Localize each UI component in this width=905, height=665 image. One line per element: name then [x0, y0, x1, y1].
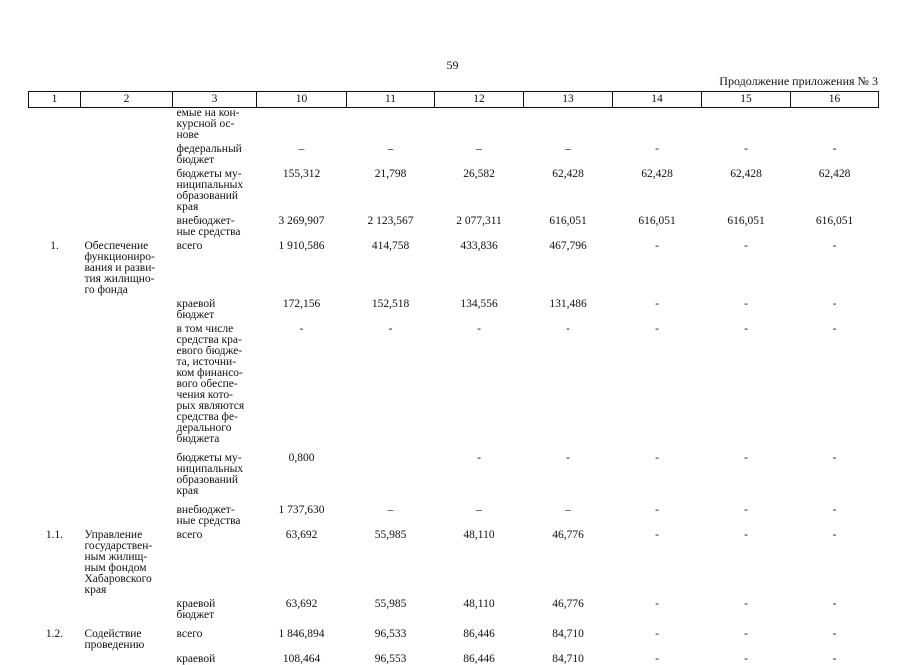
value-cell: 63,692: [257, 527, 347, 596]
header-cell-col14: 14: [613, 92, 702, 108]
value-cell: -: [702, 296, 791, 321]
value-cell: 86,446: [435, 651, 524, 665]
value-cell: -: [702, 497, 791, 527]
value-cell: [613, 108, 702, 142]
row-number-cell: [29, 296, 81, 321]
value-cell: 616,051: [702, 213, 791, 238]
value-cell: 134,556: [435, 296, 524, 321]
value-cell: 414,758: [347, 238, 435, 296]
value-cell: -: [791, 445, 879, 497]
row-number-cell: 1.1.: [29, 527, 81, 596]
header-cell-col10: 10: [257, 92, 347, 108]
value-cell: -: [702, 321, 791, 445]
table-row: [29, 213, 879, 238]
value-cell: -: [257, 321, 347, 445]
value-cell: 3 269,907: [257, 213, 347, 238]
value-cell: 84,710: [524, 621, 613, 651]
row-number-cell: 1.2.: [29, 621, 81, 651]
header-row: [29, 92, 879, 108]
value-cell: [347, 445, 435, 497]
row-number-cell: [29, 108, 81, 142]
funding-source-cell: бюджеты му- ниципальных образований края: [173, 166, 257, 213]
value-cell: -: [524, 321, 613, 445]
value-cell: 55,985: [347, 527, 435, 596]
value-cell: –: [435, 141, 524, 166]
value-cell: 467,796: [524, 238, 613, 296]
value-cell: 55,985: [347, 596, 435, 621]
value-cell: –: [524, 497, 613, 527]
value-cell: -: [702, 527, 791, 596]
funding-source-cell: краевой бюджет: [173, 296, 257, 321]
header-cell-col2: 2: [81, 92, 173, 108]
value-cell: 96,553: [347, 651, 435, 665]
row-number-cell: [29, 213, 81, 238]
value-cell: -: [791, 596, 879, 621]
funding-source-cell: в том числе средства кра- евого бюдже- та, источни- ком финансо- вого обеспе- чения кото- рых являются средства фе- дерального бюджета: [173, 321, 257, 445]
value-cell: [791, 108, 879, 142]
row-number-cell: [29, 651, 81, 665]
value-cell: 2 123,567: [347, 213, 435, 238]
table-row: [29, 321, 879, 445]
table-row: [29, 238, 879, 296]
value-cell: -: [613, 621, 702, 651]
value-cell: 152,518: [347, 296, 435, 321]
value-cell: –: [524, 141, 613, 166]
row-name-cell: [81, 166, 173, 213]
row-name-cell: [81, 296, 173, 321]
row-name-cell: Управление государствен- ным жилищ- ным фондом Хабаровского края: [81, 527, 173, 596]
value-cell: -: [524, 445, 613, 497]
row-number-cell: 1.: [29, 238, 81, 296]
table-row: [29, 596, 879, 621]
value-cell: 172,156: [257, 296, 347, 321]
value-cell: –: [347, 141, 435, 166]
value-cell: 84,710: [524, 651, 613, 665]
value-cell: -: [791, 296, 879, 321]
value-cell: 1 737,630: [257, 497, 347, 527]
header-cell-col15: 15: [702, 92, 791, 108]
value-cell: 131,486: [524, 296, 613, 321]
table-row: [29, 497, 879, 527]
value-cell: 433,836: [435, 238, 524, 296]
value-cell: -: [613, 445, 702, 497]
row-name-cell: Обеспечение функциониро- вания и разви- тия жилищно- го фонда: [81, 238, 173, 296]
value-cell: 2 077,311: [435, 213, 524, 238]
value-cell: 86,446: [435, 621, 524, 651]
row-name-cell: [81, 596, 173, 621]
value-cell: -: [791, 497, 879, 527]
value-cell: 616,051: [791, 213, 879, 238]
table-row: [29, 621, 879, 651]
funding-source-cell: всего: [173, 527, 257, 596]
row-number-cell: [29, 166, 81, 213]
value-cell: -: [613, 141, 702, 166]
value-cell: -: [347, 321, 435, 445]
table-row: [29, 651, 879, 665]
row-name-cell: [81, 108, 173, 142]
row-number-cell: [29, 321, 81, 445]
value-cell: -: [791, 141, 879, 166]
value-cell: –: [257, 141, 347, 166]
value-cell: -: [435, 445, 524, 497]
value-cell: 616,051: [613, 213, 702, 238]
value-cell: 46,776: [524, 527, 613, 596]
table-row: [29, 141, 879, 166]
table-row: [29, 108, 879, 142]
value-cell: 48,110: [435, 596, 524, 621]
value-cell: [702, 108, 791, 142]
funding-source-cell: всего: [173, 621, 257, 651]
row-name-cell: [81, 445, 173, 497]
value-cell: -: [702, 651, 791, 665]
value-cell: -: [613, 238, 702, 296]
row-name-cell: Содействие проведению: [81, 621, 173, 651]
funding-source-cell: краевой: [173, 651, 257, 665]
value-cell: -: [702, 141, 791, 166]
header-cell-col13: 13: [524, 92, 613, 108]
value-cell: –: [435, 497, 524, 527]
row-name-cell: [81, 651, 173, 665]
value-cell: [347, 108, 435, 142]
row-name-cell: [81, 321, 173, 445]
row-number-cell: [29, 497, 81, 527]
value-cell: 62,428: [791, 166, 879, 213]
value-cell: [524, 108, 613, 142]
value-cell: -: [435, 321, 524, 445]
value-cell: -: [702, 445, 791, 497]
value-cell: -: [791, 527, 879, 596]
value-cell: -: [791, 621, 879, 651]
funding-source-cell: внебюджет- ные средства: [173, 497, 257, 527]
value-cell: 0,800: [257, 445, 347, 497]
value-cell: 96,533: [347, 621, 435, 651]
row-name-cell: [81, 497, 173, 527]
row-name-cell: [81, 141, 173, 166]
value-cell: -: [791, 651, 879, 665]
value-cell: -: [613, 596, 702, 621]
value-cell: -: [613, 497, 702, 527]
value-cell: 48,110: [435, 527, 524, 596]
table-row: [29, 527, 879, 596]
row-name-cell: [81, 213, 173, 238]
table-body: [29, 108, 879, 665]
table-row: [29, 296, 879, 321]
funding-source-cell: емые на кон- курсной ос- нове: [173, 108, 257, 142]
funding-source-cell: федеральный бюджет: [173, 141, 257, 166]
value-cell: -: [791, 238, 879, 296]
value-cell: [435, 108, 524, 142]
funding-source-cell: всего: [173, 238, 257, 296]
value-cell: -: [613, 527, 702, 596]
value-cell: 108,464: [257, 651, 347, 665]
value-cell: -: [702, 596, 791, 621]
value-cell: -: [702, 621, 791, 651]
value-cell: -: [613, 296, 702, 321]
value-cell: 1 910,586: [257, 238, 347, 296]
value-cell: 62,428: [702, 166, 791, 213]
value-cell: 46,776: [524, 596, 613, 621]
value-cell: [257, 108, 347, 142]
row-number-cell: [29, 141, 81, 166]
funding-source-cell: краевой бюджет: [173, 596, 257, 621]
header-cell-col1: 1: [29, 92, 81, 108]
appendix-continuation-label: Продолжение приложения № 3: [719, 74, 878, 89]
value-cell: -: [702, 238, 791, 296]
value-cell: 616,051: [524, 213, 613, 238]
page-number: 59: [0, 58, 905, 73]
value-cell: 62,428: [613, 166, 702, 213]
funding-source-cell: бюджеты му- ниципальных образований края: [173, 445, 257, 497]
value-cell: 21,798: [347, 166, 435, 213]
value-cell: 62,428: [524, 166, 613, 213]
funding-source-cell: внебюджет- ные средства: [173, 213, 257, 238]
value-cell: 1 846,894: [257, 621, 347, 651]
row-number-cell: [29, 445, 81, 497]
table-row: [29, 445, 879, 497]
value-cell: -: [613, 321, 702, 445]
value-cell: 26,582: [435, 166, 524, 213]
budget-table: [28, 91, 879, 665]
value-cell: -: [791, 321, 879, 445]
header-cell-col16: 16: [791, 92, 879, 108]
header-cell-col11: 11: [347, 92, 435, 108]
header-cell-col3: 3: [173, 92, 257, 108]
value-cell: -: [613, 651, 702, 665]
header-cell-col12: 12: [435, 92, 524, 108]
table-row: [29, 166, 879, 213]
value-cell: 155,312: [257, 166, 347, 213]
row-number-cell: [29, 596, 81, 621]
value-cell: 63,692: [257, 596, 347, 621]
value-cell: –: [347, 497, 435, 527]
